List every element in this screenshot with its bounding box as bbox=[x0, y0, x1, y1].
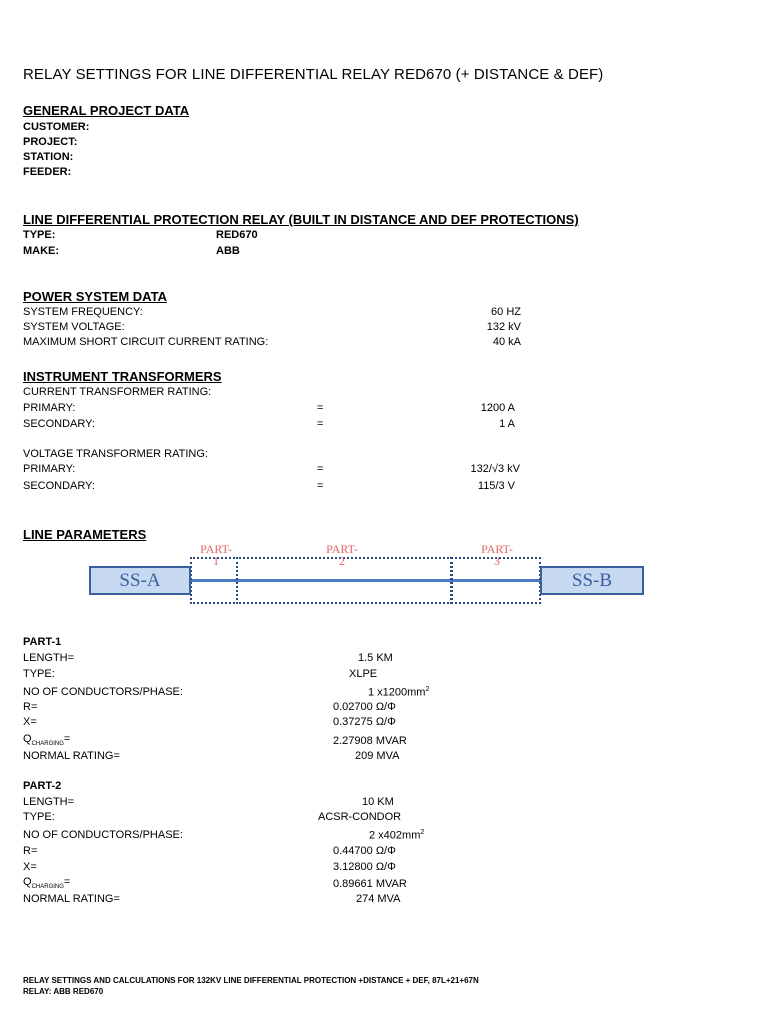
part1-cond-label: NO OF CONDUCTORS/PHASE: bbox=[23, 686, 183, 698]
part2-rating-label: NORMAL RATING= bbox=[23, 893, 120, 905]
vt-secondary-label: SECONDARY: bbox=[23, 480, 95, 492]
vt-secondary-value: 115/3 V bbox=[477, 480, 515, 492]
station-label: STATION: bbox=[23, 151, 74, 163]
part1-length-label: LENGTH= bbox=[23, 652, 75, 664]
relay-type-label: TYPE: bbox=[23, 229, 56, 241]
vt-secondary-equals: = bbox=[317, 480, 324, 492]
part2-length-value: 10 KM bbox=[362, 796, 394, 808]
relay-make-value: ABB bbox=[216, 245, 240, 257]
volt-value: 132 kV bbox=[486, 321, 521, 333]
part1-length-value: 1.5 KM bbox=[358, 652, 393, 664]
part2-cond-label: NO OF CONDUCTORS/PHASE: bbox=[23, 829, 183, 841]
part2-q-value: 0.89661 MVAR bbox=[333, 878, 407, 890]
part2-type-value: ACSR-CONDOR bbox=[318, 811, 402, 823]
project-label: PROJECT: bbox=[23, 136, 78, 148]
ct-primary-equals: = bbox=[317, 402, 324, 414]
part-2-label: PART- 2 bbox=[326, 542, 358, 568]
part2-rating-value: 274 MVA bbox=[356, 893, 401, 905]
vt-primary-value: 132/√3 kV bbox=[470, 463, 520, 475]
sc-label: MAXIMUM SHORT CIRCUIT CURRENT RATING: bbox=[23, 336, 269, 348]
footer-line-1: RELAY SETTINGS AND CALCULATIONS FOR 132KV LINE DIFFERENTIAL PROTECTION +DISTANCE + DEF, 87L+21+67N bbox=[23, 976, 479, 985]
part1-x-label: X= bbox=[23, 716, 37, 728]
relay-type-value: RED670 bbox=[216, 229, 258, 241]
part2-heading: PART-2 bbox=[23, 780, 62, 792]
substation-b: SS-B bbox=[540, 566, 644, 595]
part2-x-label: X= bbox=[23, 861, 37, 873]
relay-heading: LINE DIFFERENTIAL PROTECTION RELAY (BUILT IN DISTANCE AND DEF PROTECTIONS) bbox=[23, 212, 579, 227]
ct-secondary-label: SECONDARY: bbox=[23, 418, 95, 430]
part1-rating-label: NORMAL RATING= bbox=[23, 750, 120, 762]
part1-r-label: R= bbox=[23, 701, 38, 713]
footer-line-2: RELAY: ABB RED670 bbox=[23, 987, 104, 996]
part2-q-label: $Q_{CHARGING}=$ bbox=[23, 876, 71, 891]
part2-type-label: TYPE: bbox=[23, 811, 55, 823]
feeder-label: FEEDER: bbox=[23, 166, 72, 178]
ct-primary-label: PRIMARY: bbox=[23, 402, 76, 414]
freq-value: 60 HZ bbox=[491, 306, 521, 318]
part-3-label: PART- 3 bbox=[481, 542, 513, 568]
part1-type-label: TYPE: bbox=[23, 668, 55, 680]
ct-primary-value: 1200 A bbox=[480, 402, 515, 414]
general-heading: GENERAL PROJECT DATA bbox=[23, 103, 190, 118]
vt-label: VOLTAGE TRANSFORMER RATING: bbox=[23, 448, 208, 460]
substation-a: SS-A bbox=[89, 566, 191, 595]
part1-cond-value: 1 $x1200mm^2$ bbox=[368, 686, 430, 699]
freq-label: SYSTEM FREQUENCY: bbox=[23, 306, 143, 318]
part1-heading: PART-1 bbox=[23, 636, 62, 648]
part2-r-label: R= bbox=[23, 845, 38, 857]
part2-cond-value: 2 $x402mm^2$ bbox=[369, 829, 425, 842]
part2-x-value: 3.12800 Ω/Φ bbox=[333, 861, 396, 873]
power-heading: POWER SYSTEM DATA bbox=[23, 289, 167, 304]
part-1-label: PART- 1 bbox=[200, 542, 232, 568]
part1-type-value: XLPE bbox=[349, 668, 378, 680]
vt-primary-equals: = bbox=[317, 463, 324, 475]
part1-r-value: 0.02700 Ω/Φ bbox=[333, 701, 396, 713]
sc-value: 40 kA bbox=[492, 336, 521, 348]
line-heading: LINE PARAMETERS bbox=[23, 527, 147, 542]
volt-label: SYSTEM VOLTAGE: bbox=[23, 321, 125, 333]
customer-label: CUSTOMER: bbox=[23, 121, 90, 133]
part1-q-label: $Q_{CHARGING}=$ bbox=[23, 733, 71, 748]
ct-secondary-equals: = bbox=[317, 418, 324, 430]
ct-secondary-value: 1 A bbox=[499, 418, 515, 430]
relay-make-label: MAKE: bbox=[23, 245, 60, 257]
ct-label: CURRENT TRANSFORMER RATING: bbox=[23, 386, 212, 398]
part1-q-value: 2.27908 MVAR bbox=[333, 735, 407, 747]
instrument-heading: INSTRUMENT TRANSFORMERS bbox=[23, 369, 222, 384]
part1-rating-value: 209 MVA bbox=[355, 750, 400, 762]
part2-r-value: 0.44700 Ω/Φ bbox=[333, 845, 396, 857]
vt-primary-label: PRIMARY: bbox=[23, 463, 76, 475]
part1-x-value: 0.37275 Ω/Φ bbox=[333, 716, 396, 728]
page-title: RELAY SETTINGS FOR LINE DIFFERENTIAL RELAY RED670 (+ DISTANCE & DEF) bbox=[23, 66, 604, 83]
part2-length-label: LENGTH= bbox=[23, 796, 75, 808]
